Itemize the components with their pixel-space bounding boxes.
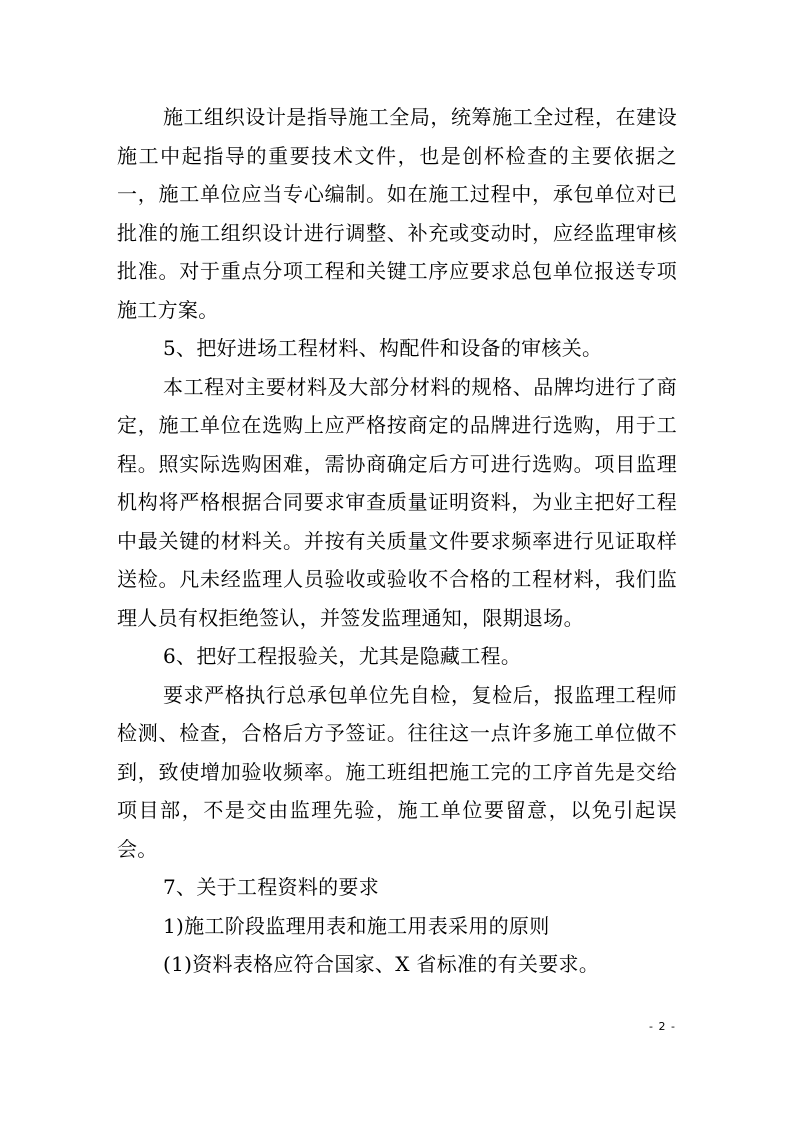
paragraph-inspection-check: 要求严格执行总承包单位先自检，复检后，报监理工程师检测、检查，合格后方予签证。往往这一点许多施工单位做不到，致使增加验收频率。施工班组把施工完的工序首先是交给项目部，不是交由监理先验，施工单位要留意，以免引起误会。: [117, 682, 677, 861]
page-number: - 2 -: [649, 1020, 676, 1033]
heading-inspection-check: 6、把好工程报验关，尤其是隐藏工程。: [163, 644, 522, 668]
heading-material-review: 5、把好进场工程材料、构配件和设备的审核关。: [163, 336, 603, 360]
heading-project-documents: 7、关于工程资料的要求: [163, 875, 380, 899]
paragraph-construction-design: 施工组织设计是指导施工全局，统筹施工全过程，在建设施工中起指导的重要技术文件，也是创杯检查的主要依据之一，施工单位应当专心编制。如在施工过程中，承包单位对已批准的施工组织设计进行调整、补充或变动时，应经监理审核批准。对于重点分项工程和关键工序应要求总包单位报送专项施工方案。: [117, 105, 677, 322]
document-body: [117, 98, 677, 984]
list-item-form-standards: (1)资料表格应符合国家、X 省标准的有关要求。: [163, 952, 600, 976]
subheading-form-principles: 1)施工阶段监理用表和施工用表采用的原则: [163, 913, 550, 938]
paragraph-material-review: 本工程对主要材料及大部分材料的规格、品牌均进行了商定，施工单位在选购上应严格按商定的品牌进行选购，用于工程。照实际选购困难，需协商确定后方可进行选购。项目监理机构将严格根据合同要求审查质量证明资料，为业主把好工程中最关键的材料关。并按有关质量文件要求频率进行见证取样送检。凡未经监理人员验收或验收不合格的工程材料，我们监理人员有权拒绝签认，并签发监理通知，限期退场。: [117, 374, 677, 630]
